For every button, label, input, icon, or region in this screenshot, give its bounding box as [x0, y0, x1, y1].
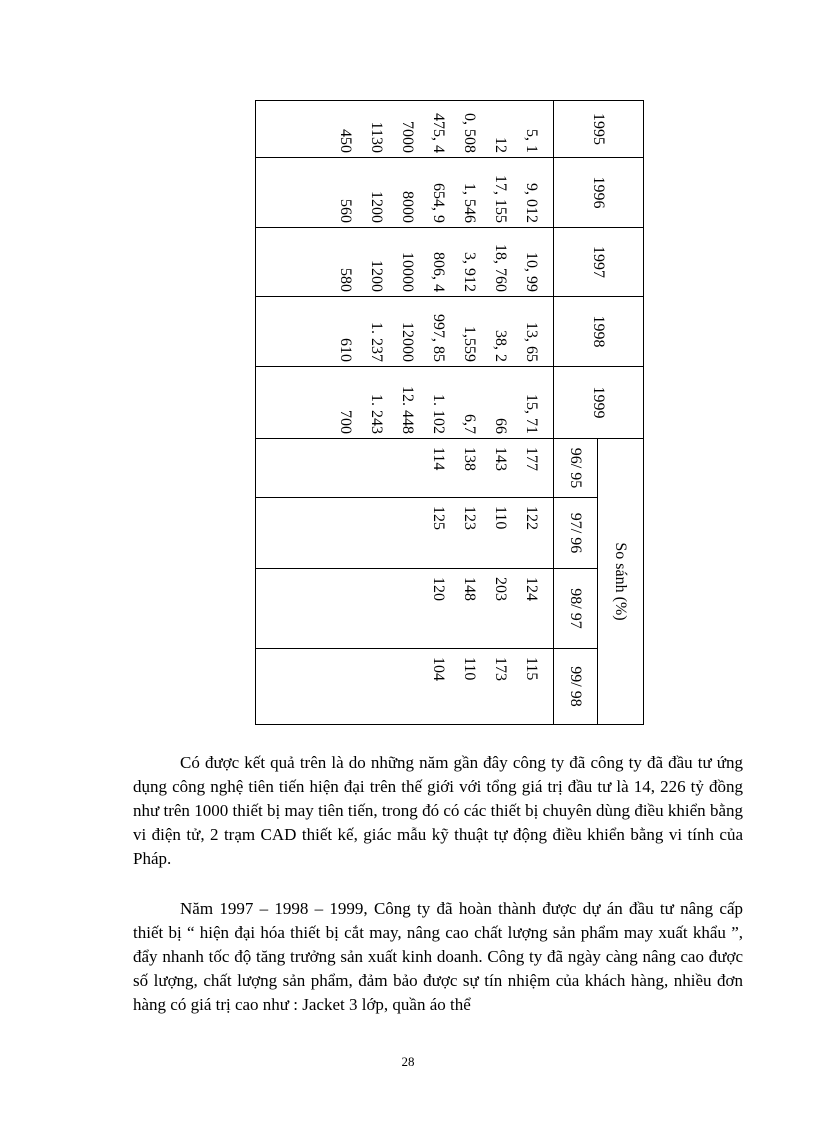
- table-value: 10, 99: [523, 252, 540, 292]
- table-value: 173: [492, 657, 509, 681]
- table-value: 122: [523, 506, 540, 530]
- table-value: 450: [337, 129, 354, 153]
- year-header-1999: 1999: [554, 367, 644, 439]
- page-number: 28: [401, 1054, 415, 1069]
- table-value: 177: [523, 447, 540, 471]
- year-header-1995: 1995: [554, 101, 644, 158]
- table-value: 12000: [399, 322, 416, 362]
- table-value: 8000: [399, 191, 416, 223]
- table-value: 120: [430, 577, 447, 601]
- table-value: 104: [430, 657, 447, 681]
- table-value: 0, 508: [461, 113, 478, 153]
- table-value: 10000: [399, 252, 416, 292]
- table-value: 143: [492, 447, 509, 471]
- table-value: 1130: [368, 121, 385, 153]
- table-value: 3, 912: [461, 252, 478, 292]
- table-value: 12. 448: [399, 386, 416, 434]
- table-value: 1200: [368, 191, 385, 223]
- table-value: 9, 012: [523, 183, 540, 223]
- paragraph-upgrade-project: [133, 897, 743, 1017]
- table-value: 114: [430, 447, 447, 471]
- table-value: 6,7: [461, 414, 478, 434]
- paragraph-text: Có được kết quả trên là do những năm gần đây công ty đã công ty đã đầu tư ứng dụng công nghệ tiên tiến hiện đại trên thế giới với tổng giá trị đầu tư là 14, 226 tỷ đồng như trên 1000 thiết bị may tiên tiến, trong đó có các thiết bị chuyên dùng điều khiển bằng vi điện tử, 2 trạm CAD thiết kế, giác mẫu kỹ thuật tự động điều khiển bằng vi tính của Pháp.: [133, 753, 743, 868]
- table-value: 110: [492, 506, 509, 530]
- year-column-1998: [256, 297, 554, 367]
- paragraph-investment: [133, 751, 743, 871]
- table-value: 148: [461, 577, 478, 601]
- compare-col-96-95: 96/ 95: [554, 439, 598, 498]
- table-value: 560: [337, 199, 354, 223]
- compare-col-99-98: 99/ 98: [554, 649, 598, 725]
- table-value: 610: [337, 338, 354, 362]
- table-value: 1, 546: [461, 183, 478, 223]
- table-value: 38, 2: [492, 330, 509, 362]
- table-value: 1. 237: [368, 322, 385, 362]
- table-value: 15, 71: [523, 394, 540, 434]
- table-value: 115: [523, 657, 540, 681]
- year-column-1999: [256, 367, 554, 439]
- table-value: 12: [492, 137, 509, 153]
- year-header-1998: 1998: [554, 297, 644, 367]
- rotated-statistics-table: [256, 100, 644, 724]
- table-value: 5, 1: [523, 129, 540, 153]
- year-column-1995: [256, 101, 554, 158]
- table-value: 1. 102: [430, 394, 447, 434]
- table-value: 475, 4: [430, 113, 447, 153]
- compare-column-98-97: [256, 569, 554, 649]
- table-value: 806, 4: [430, 252, 447, 292]
- table-value: 203: [492, 577, 509, 601]
- table-value: 580: [337, 268, 354, 292]
- table-value: 1,559: [461, 326, 478, 362]
- table-value: 138: [461, 447, 478, 471]
- compare-column-99-98: [256, 649, 554, 725]
- compare-col-98-97: 98/ 97: [554, 569, 598, 649]
- table-value: 1. 243: [368, 394, 385, 434]
- compare-column-96-95: [256, 439, 554, 498]
- table-value: 654, 9: [430, 183, 447, 223]
- table-value: 7000: [399, 121, 416, 153]
- statistics-table: [255, 100, 644, 725]
- table-value: 700: [337, 410, 354, 434]
- year-header-1996: 1996: [554, 158, 644, 228]
- paragraph-text: Năm 1997 – 1998 – 1999, Công ty đã hoàn thành được dự án đầu tư nâng cấp thiết bị “ hiện đại hóa thiết bị cắt may, nâng cao chất lượng sản phẩm may xuất khẩu ”, đẩy nhanh tốc độ tăng trưởng sản xuất kinh doanh. Công ty đã ngày càng nâng cao được số lượng, chất lượng sản phẩm, đảm bảo được sự tín nhiệm của khách hàng, nhiều đơn hàng có giá trị cao như : Jacket 3 lớp, quần áo thể: [133, 899, 743, 1014]
- table-value: 66: [492, 418, 509, 434]
- table-value: 124: [523, 577, 540, 601]
- table-value: 110: [461, 657, 478, 681]
- table-value: 18, 760: [492, 244, 509, 292]
- year-header-1997: 1997: [554, 228, 644, 297]
- table-value: 997, 85: [430, 314, 447, 362]
- table-value: 123: [461, 506, 478, 530]
- table-value: 125: [430, 506, 447, 530]
- compare-column-97-96: [256, 498, 554, 569]
- table-value: 13, 65: [523, 322, 540, 362]
- compare-title: So sánh (%): [598, 439, 644, 725]
- year-column-1996: [256, 158, 554, 228]
- year-column-1997: [256, 228, 554, 297]
- compare-col-97-96: 97/ 96: [554, 498, 598, 569]
- table-value: 17, 155: [492, 175, 509, 223]
- table-value: 1200: [368, 260, 385, 292]
